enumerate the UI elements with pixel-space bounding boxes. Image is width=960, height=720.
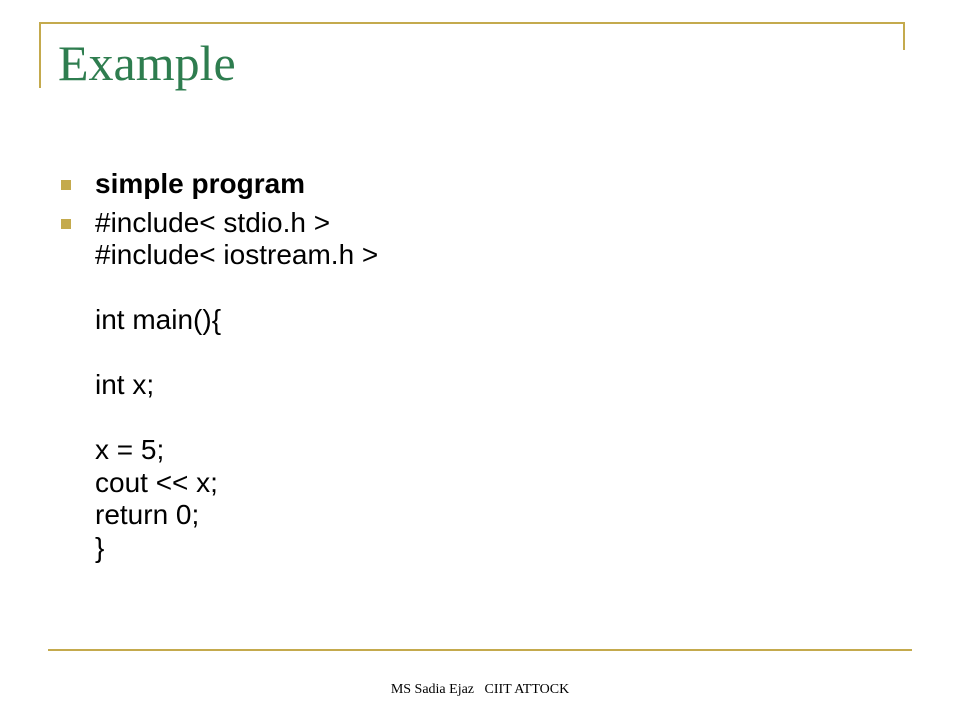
code-line-3: int main(){	[95, 304, 222, 335]
code-line-1: #include< stdio.h >	[95, 206, 331, 238]
bullet-text: simple program	[95, 168, 306, 199]
slide-content	[58, 168, 898, 564]
code-blank-line	[95, 402, 898, 435]
frame-left-line	[39, 22, 41, 88]
frame-right-tick	[903, 22, 905, 50]
bullet-square-icon	[61, 180, 71, 190]
slide-footer: MS Sadia Ejaz CIIT ATTOCK	[390, 682, 570, 697]
code-line-4: int x;	[95, 369, 155, 400]
bullet-code-block	[58, 207, 898, 565]
footer-rule	[48, 649, 912, 651]
frame-top-line	[40, 22, 904, 24]
code-line-2: #include< iostream.h >	[95, 239, 379, 270]
slide-title: Example	[58, 35, 236, 91]
code-line-6: cout << x;	[95, 466, 218, 498]
bullet-square-icon	[61, 219, 71, 229]
code-blank-line	[95, 337, 898, 370]
code-line-5: x = 5;	[95, 434, 165, 465]
code-line-7: return 0;	[95, 499, 200, 530]
code-blank-line	[95, 272, 898, 305]
bullet-simple-program	[58, 168, 898, 201]
code-line-8: }	[95, 531, 105, 563]
